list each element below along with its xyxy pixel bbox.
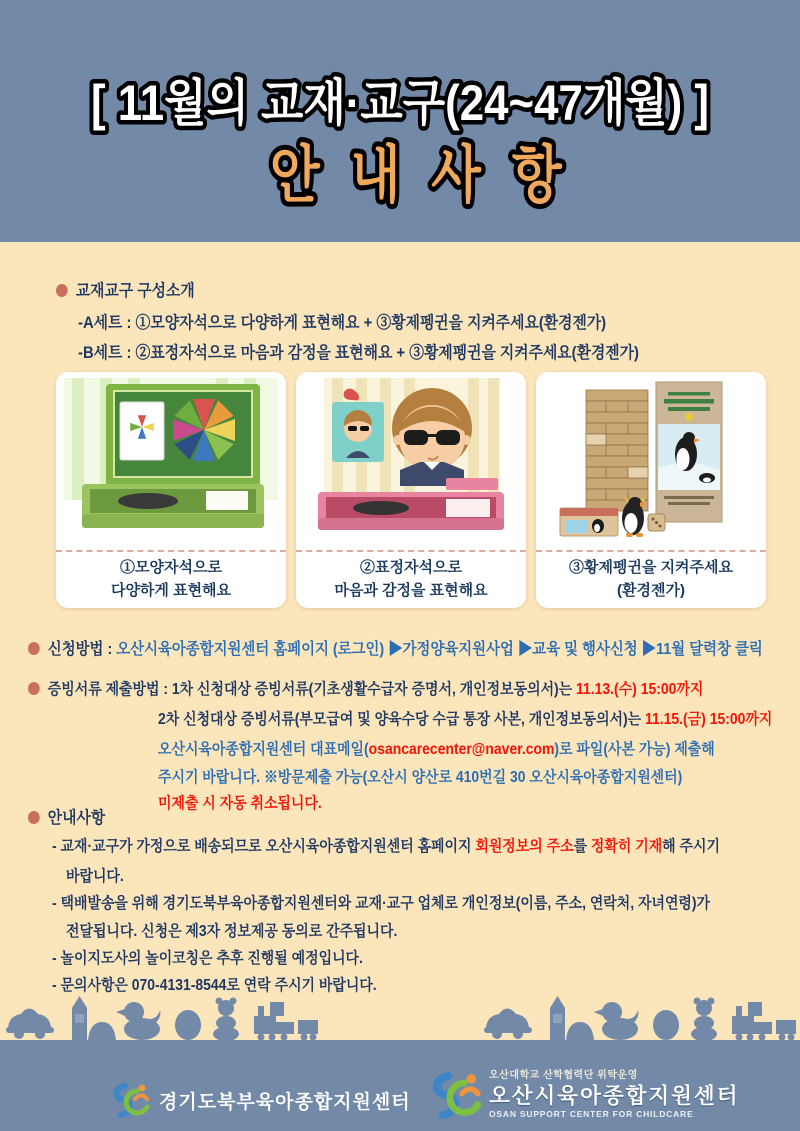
pinwheel-illustration: [173, 399, 235, 461]
notice-item1-line1: [52, 834, 720, 856]
notice-item1-post: 해 주시기: [662, 838, 720, 855]
bullet-icon: [56, 284, 68, 297]
footer-right-english-name: OSAN SUPPORT CENTER FOR CHILDCARE: [489, 1109, 694, 1120]
intro-set-b: -B세트 : ②표정자석으로 마음과 감정을 표현해요 + ③황제펭귄을 지켜주세요(환경젠가): [78, 344, 639, 362]
poster-title: [0, 0, 800, 242]
docs-line3-pre: 오산시육아종합지원센터 대표메일(: [158, 741, 369, 758]
caption-line: ③황제펭귄을 지켜주세요: [568, 558, 734, 576]
footer-left-logo: [110, 1082, 411, 1118]
caption-line: 다양하게 표현해요: [110, 582, 232, 599]
intro-set-a: -A세트 : ①모양자석으로 다양하게 표현해요 + ③황제펭귄을 지켜주세요(환경젠가): [78, 314, 607, 332]
notice-heading: 안내사항: [47, 809, 106, 827]
product-card-expression-magnets: [296, 372, 526, 608]
notice-item1-mid: 를: [573, 838, 591, 855]
product-image-penguin-jenga: [536, 372, 766, 550]
jenga-tower-illustration: [586, 390, 648, 511]
notice-item1-pre: - 교재·교구가 가정으로 배송되므로 오산시육아종합지원센터 홈페이지: [52, 838, 476, 855]
caption-line: 마음과 감정을 표현해요: [334, 582, 488, 599]
caption-line: (환경젠가): [617, 582, 685, 599]
docs-line3: [158, 737, 715, 759]
product-card-shape-magnets: [56, 372, 286, 608]
notice-heading-line: [28, 804, 105, 828]
footer-right-operator: 오산대학교 산학협력단 위탁운영: [489, 1070, 638, 1081]
product-image-expression-magnets: [296, 372, 526, 550]
docs-line2-body: 2차 신청대상 증빙서류(부모급여 및 양육수당 수급 통장 사본, 개인정보동의서)는: [158, 711, 646, 728]
product-card-penguin-jenga: [536, 372, 766, 608]
penguin-box-illustration: [656, 382, 722, 522]
notice-item1-line2: 바랍니다.: [66, 868, 124, 885]
toy-silhouettes: [0, 996, 800, 1040]
docs-email: osancarecenter@naver.com: [368, 741, 555, 758]
intro-heading-line: [56, 277, 195, 301]
osan-center-logo-icon: [428, 1070, 482, 1120]
caption-line: ①모양자석으로: [120, 558, 222, 576]
notice-item1-highlight1: 회원정보의 주소: [475, 838, 574, 855]
title-line2: 안 내 사 항: [270, 141, 570, 210]
docs-line1-deadline: 11.13.(수) 15:00까지: [576, 681, 704, 698]
footer-left-org-name: 경기도북부육아종합지원센터: [159, 1091, 411, 1113]
apply-method-line: [28, 636, 763, 659]
footer-right-org-name: 오산시육아종합지원센터: [489, 1083, 740, 1108]
apply-method-label: 신청방법 :: [47, 641, 117, 658]
docs-line3-post: )로 파일(사본 가능) 제출해: [554, 741, 715, 758]
docs-line1-body: 1차 신청대상 증빙서류(기초생활수급자 증명서, 개인정보동의서)는: [171, 681, 577, 698]
bullet-icon: [28, 682, 40, 695]
docs-line2: [158, 707, 772, 729]
face-illustration: [392, 388, 472, 486]
docs-line5-warning: 미제출 시 자동 취소됩니다.: [158, 795, 322, 812]
footer-right-logo: [428, 1070, 739, 1120]
notice-item1-highlight2: 정확히 기재: [590, 838, 663, 855]
product-caption-3: [536, 550, 766, 606]
docs-line4: 주시기 바랍니다. ※방문제출 가능(오산시 양산로 410번길 30 오산시육아종합지원센터): [158, 769, 683, 786]
gyeonggi-center-logo-icon: [110, 1082, 150, 1118]
notice-item2-line2: 전달됩니다. 신청은 제3자 정보제공 동의로 간주됩니다.: [66, 923, 398, 940]
apply-method-path: 오산시육아종합지원센터 홈페이지 (로그인) ▶가정양육지원사업 ▶교육 및 행사신청 ▶11월 달력창 클릭: [116, 641, 763, 658]
bullet-icon: [28, 642, 40, 655]
docs-line2-deadline: 11.15.(금) 15:00까지: [645, 711, 773, 728]
notice-item2-line1: - 택배발송을 위해 경기도북부육아종합지원센터와 교재·교구 업체로 개인정보(이름, 주소, 연락처, 자녀연령)가: [52, 895, 711, 912]
bullet-icon: [28, 811, 40, 824]
product-caption-1: [56, 550, 286, 606]
intro-heading: 교재교구 구성소개: [75, 282, 195, 300]
docs-label: 증빙서류 제출방법 :: [47, 681, 172, 698]
docs-line1: [28, 677, 703, 699]
title-line1: [ 11월의 교재·교구(24~47개월) ]: [91, 75, 709, 131]
product-caption-2: [296, 550, 526, 606]
caption-line: ②표정자석으로: [360, 558, 462, 576]
notice-item3: - 놀이지도사의 놀이코칭은 추후 진행될 예정입니다.: [52, 950, 363, 967]
product-image-shape-magnets: [56, 372, 286, 550]
notice-item4: - 문의사항은 070-4131-8544로 연락 주시기 바랍니다.: [52, 977, 377, 994]
